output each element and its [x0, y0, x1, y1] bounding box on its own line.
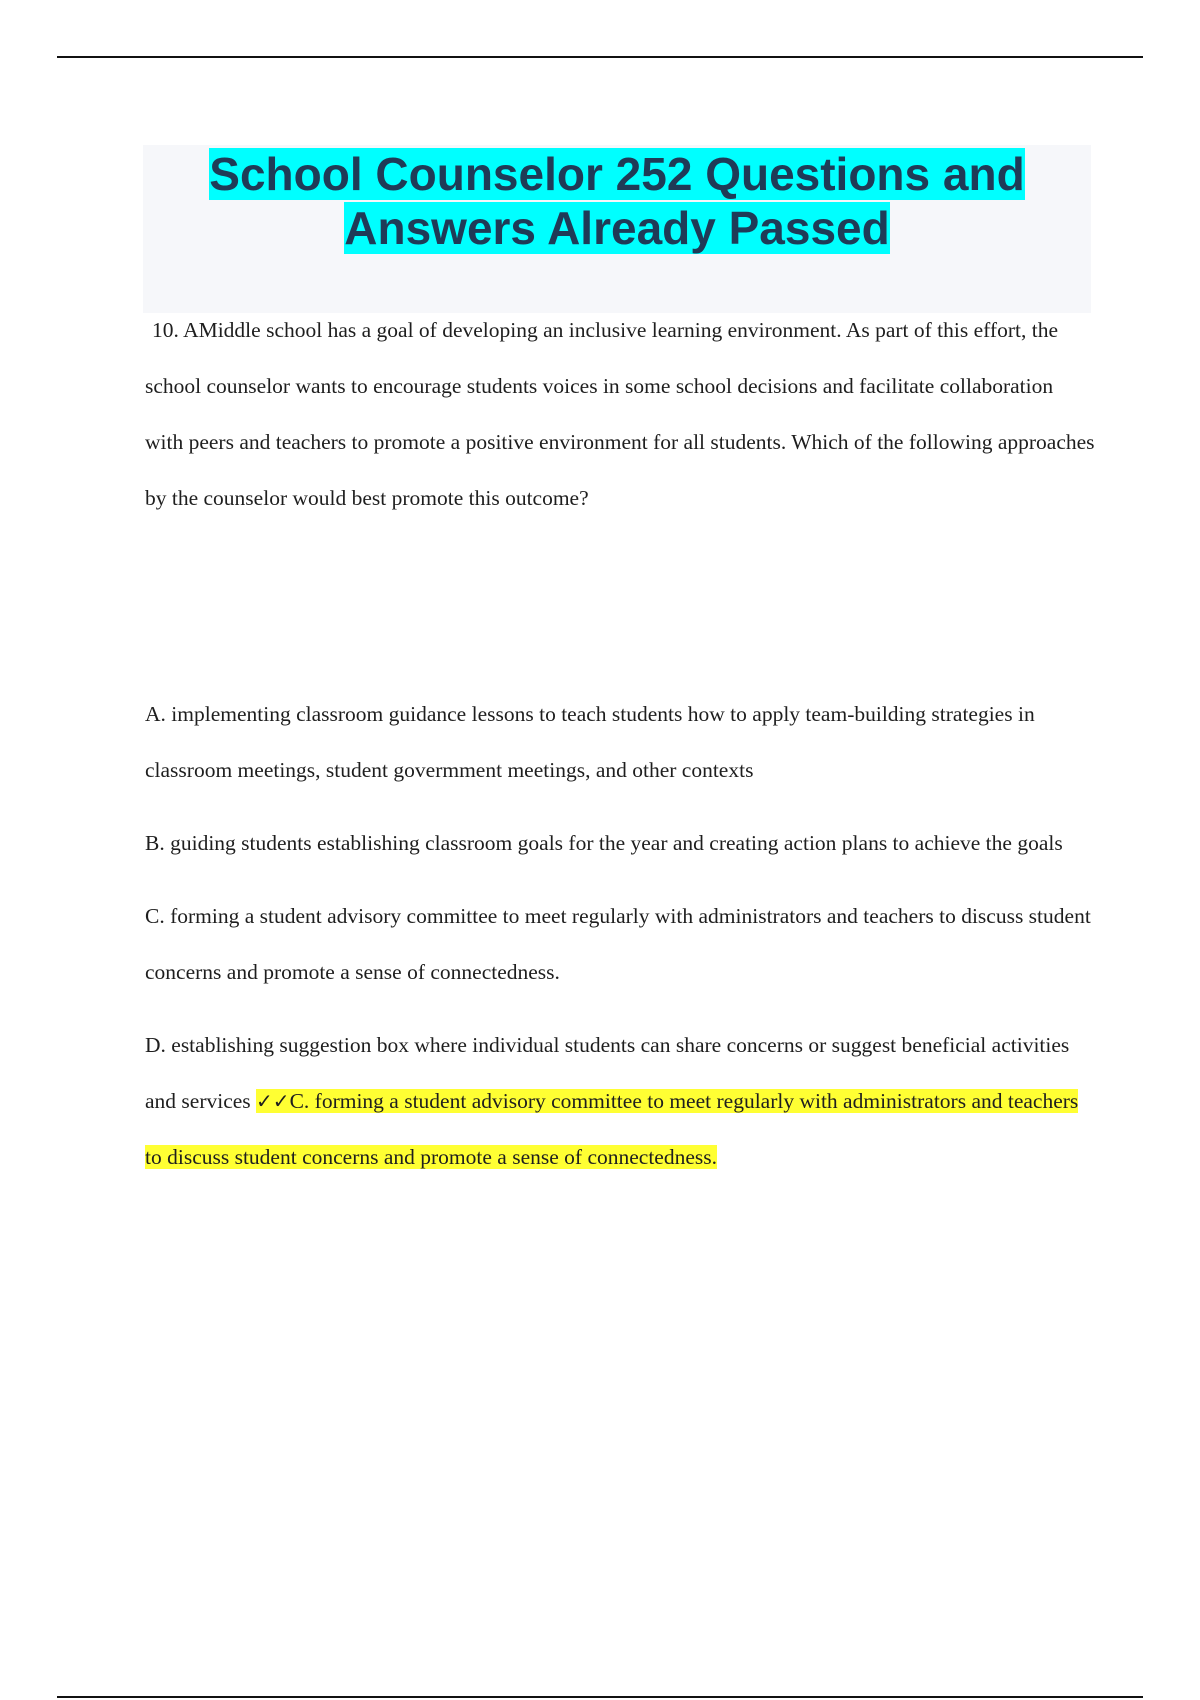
answer-options: [145, 686, 1095, 1185]
option-d-text: D. establishing suggestion box where individual students can share concerns or suggest beneficial activities and services: [145, 1033, 1070, 1113]
title-box: [143, 145, 1091, 313]
check-mark-icon: ✓✓: [256, 1089, 290, 1113]
page-title-line-1: School Counselor 252 Questions and: [209, 148, 1025, 200]
option-c: C. forming a student advisory committee to meet regularly with administrators and teachers to discuss student concerns and promote a sense of connectedness.: [145, 904, 1091, 984]
top-rule: [57, 56, 1143, 58]
question-text: 10. AMiddle school has a goal of developing an inclusive learning environment. As part of this effort, the school counselor wants to encourage students voices in some school decisions and facilitate collaboration with peers and teachers to promote a positive environment for all students. Which of the following approaches by the counselor would best promote this outcome?: [145, 318, 1095, 510]
option-b: B. guiding students establishing classroom goals for the year and creating action plans to achieve the goals: [145, 831, 1063, 855]
page-title-line-2: Answers Already Passed: [344, 202, 890, 254]
bottom-rule: [57, 1696, 1143, 1698]
option-a: A. implementing classroom guidance lessons to teach students how to apply team-building strategies in classroom meetings, student govermment meetings, and other contexts: [145, 702, 1035, 782]
correct-answer-text: C. forming a student advisory committee to meet regularly with administrators and teachers to discuss student concerns and promote a sense of connectedness.: [145, 1089, 1079, 1169]
correct-answer-highlight: [145, 1089, 1078, 1169]
question-content: [145, 302, 1095, 1202]
option-d: [145, 1017, 1095, 1185]
page-title: [143, 145, 1091, 255]
